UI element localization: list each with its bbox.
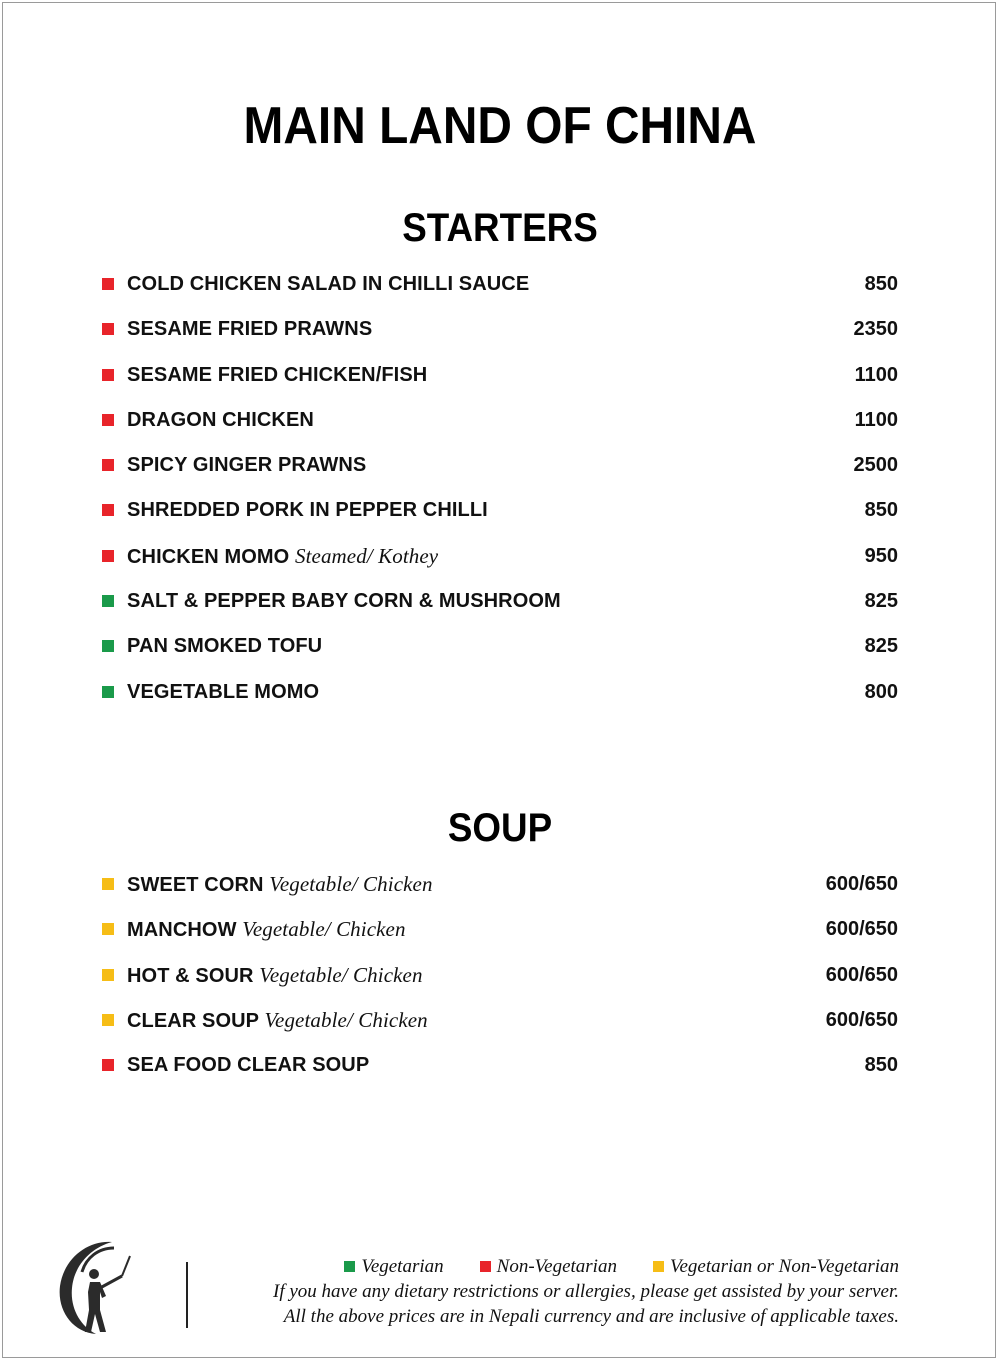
item-price: 600/650 <box>825 918 898 941</box>
menu-item <box>100 1007 900 1052</box>
page-title: MAIN LAND OF CHINA <box>243 97 757 155</box>
legend-non-veg <box>480 1254 617 1279</box>
item-price: 800 <box>864 680 898 703</box>
item-name <box>127 316 372 342</box>
item-price: 1100 <box>854 363 898 386</box>
either-square-icon <box>102 1014 114 1026</box>
item-note: Vegetable/ Chicken <box>269 872 433 896</box>
item-price: 600/650 <box>825 1008 898 1031</box>
currency-note: All the above prices are in Nepali currency and are inclusive of applicable taxes. <box>283 1306 899 1327</box>
item-name-text: MANCHOW <box>127 919 237 942</box>
footer <box>273 1254 899 1329</box>
footer-divider <box>186 1262 188 1328</box>
item-name-text: SPICY GINGER PRAWNS <box>127 454 367 477</box>
item-price: 825 <box>864 590 898 613</box>
item-name-text: CLEAR SOUP <box>127 1009 259 1032</box>
item-name <box>127 271 529 297</box>
menu-item <box>100 679 900 724</box>
item-price: 850 <box>864 273 898 295</box>
menu-item <box>100 407 900 452</box>
item-price: 2350 <box>853 318 898 341</box>
either-square-icon <box>102 969 114 981</box>
soup-list <box>100 871 900 1097</box>
item-note: Vegetable/ Chicken <box>264 1007 428 1032</box>
item-price: 600/650 <box>825 963 898 986</box>
item-name <box>127 497 488 523</box>
menu-item <box>100 362 900 407</box>
menu-item <box>100 871 900 916</box>
non-veg-square-icon <box>102 369 114 381</box>
non-veg-square-icon <box>102 323 114 335</box>
menu-item <box>100 316 900 361</box>
menu-item <box>100 543 900 588</box>
non-veg-square-icon <box>102 459 114 471</box>
item-name <box>127 962 423 989</box>
item-name-text: COLD CHICKEN SALAD IN CHILLI SAUCE <box>127 273 530 295</box>
starters-list <box>100 271 900 724</box>
menu-item <box>100 452 900 497</box>
menu-item <box>100 271 900 316</box>
veg-square-icon <box>102 640 114 652</box>
veg-square-icon <box>344 1261 355 1272</box>
item-name <box>127 543 438 570</box>
item-name <box>127 633 322 659</box>
item-name-text: SALT & PEPPER BABY CORN & MUSHROOM <box>127 590 561 613</box>
item-name <box>127 871 433 898</box>
legend <box>273 1254 899 1279</box>
item-price: 825 <box>864 635 898 658</box>
either-square-icon <box>102 878 114 890</box>
golfer-logo-icon <box>50 1236 140 1336</box>
allergy-note: If you have any dietary restrictions or allergies, please get assisted by your server. <box>273 1281 899 1302</box>
non-veg-square-icon <box>480 1261 491 1272</box>
item-name-text: PAN SMOKED TOFU <box>127 635 323 658</box>
item-price: 1100 <box>854 408 898 431</box>
non-veg-square-icon <box>102 1059 114 1071</box>
item-note: Vegetable/ Chicken <box>242 917 406 942</box>
item-price: 950 <box>864 544 898 567</box>
menu-item <box>100 916 900 961</box>
menu-item <box>100 588 900 633</box>
legend-either-label: Vegetarian or Non-Vegetarian <box>669 1256 899 1277</box>
item-name <box>127 1052 369 1078</box>
menu-item <box>100 497 900 542</box>
item-name <box>127 1007 428 1034</box>
item-note: Steamed/ Kothey <box>294 543 439 568</box>
section-heading-soup: SOUP <box>447 806 553 850</box>
section-heading-starters: STARTERS <box>402 206 598 250</box>
non-veg-square-icon <box>102 550 114 562</box>
item-name-text: HOT & SOUR <box>127 964 254 987</box>
legend-non-veg-label: Non-Vegetarian <box>496 1256 617 1277</box>
item-name-text: VEGETABLE MOMO <box>127 680 320 703</box>
item-name-text: SWEET CORN <box>127 874 264 896</box>
item-name <box>127 679 319 705</box>
veg-square-icon <box>102 686 114 698</box>
item-name <box>127 407 314 433</box>
item-price: 850 <box>864 499 898 522</box>
item-name-text: SESAME FRIED CHICKEN/FISH <box>127 363 428 386</box>
item-name-text: SESAME FRIED PRAWNS <box>127 318 373 341</box>
item-name-text: SEA FOOD CLEAR SOUP <box>127 1054 370 1077</box>
item-note: Vegetable/ Chicken <box>259 962 423 987</box>
legend-veg-label: Vegetarian <box>361 1256 444 1277</box>
either-square-icon <box>653 1261 664 1272</box>
legend-veg <box>344 1254 443 1279</box>
menu-item <box>100 633 900 678</box>
item-price: 2500 <box>853 454 898 477</box>
non-veg-square-icon <box>102 414 114 426</box>
non-veg-square-icon <box>102 504 114 516</box>
legend-either <box>653 1254 899 1279</box>
menu-item <box>100 962 900 1007</box>
item-name-text: SHREDDED PORK IN PEPPER CHILLI <box>127 499 488 522</box>
veg-square-icon <box>102 595 114 607</box>
menu-item <box>100 1052 900 1097</box>
item-name-text: CHICKEN MOMO <box>127 545 290 568</box>
item-name <box>127 916 406 943</box>
item-name-text: DRAGON CHICKEN <box>127 408 314 431</box>
item-name <box>127 362 427 388</box>
non-veg-square-icon <box>102 278 114 290</box>
item-price: 600/650 <box>825 873 898 895</box>
either-square-icon <box>102 923 114 935</box>
item-name <box>127 588 561 614</box>
item-name <box>127 452 366 478</box>
item-price: 850 <box>864 1054 898 1077</box>
